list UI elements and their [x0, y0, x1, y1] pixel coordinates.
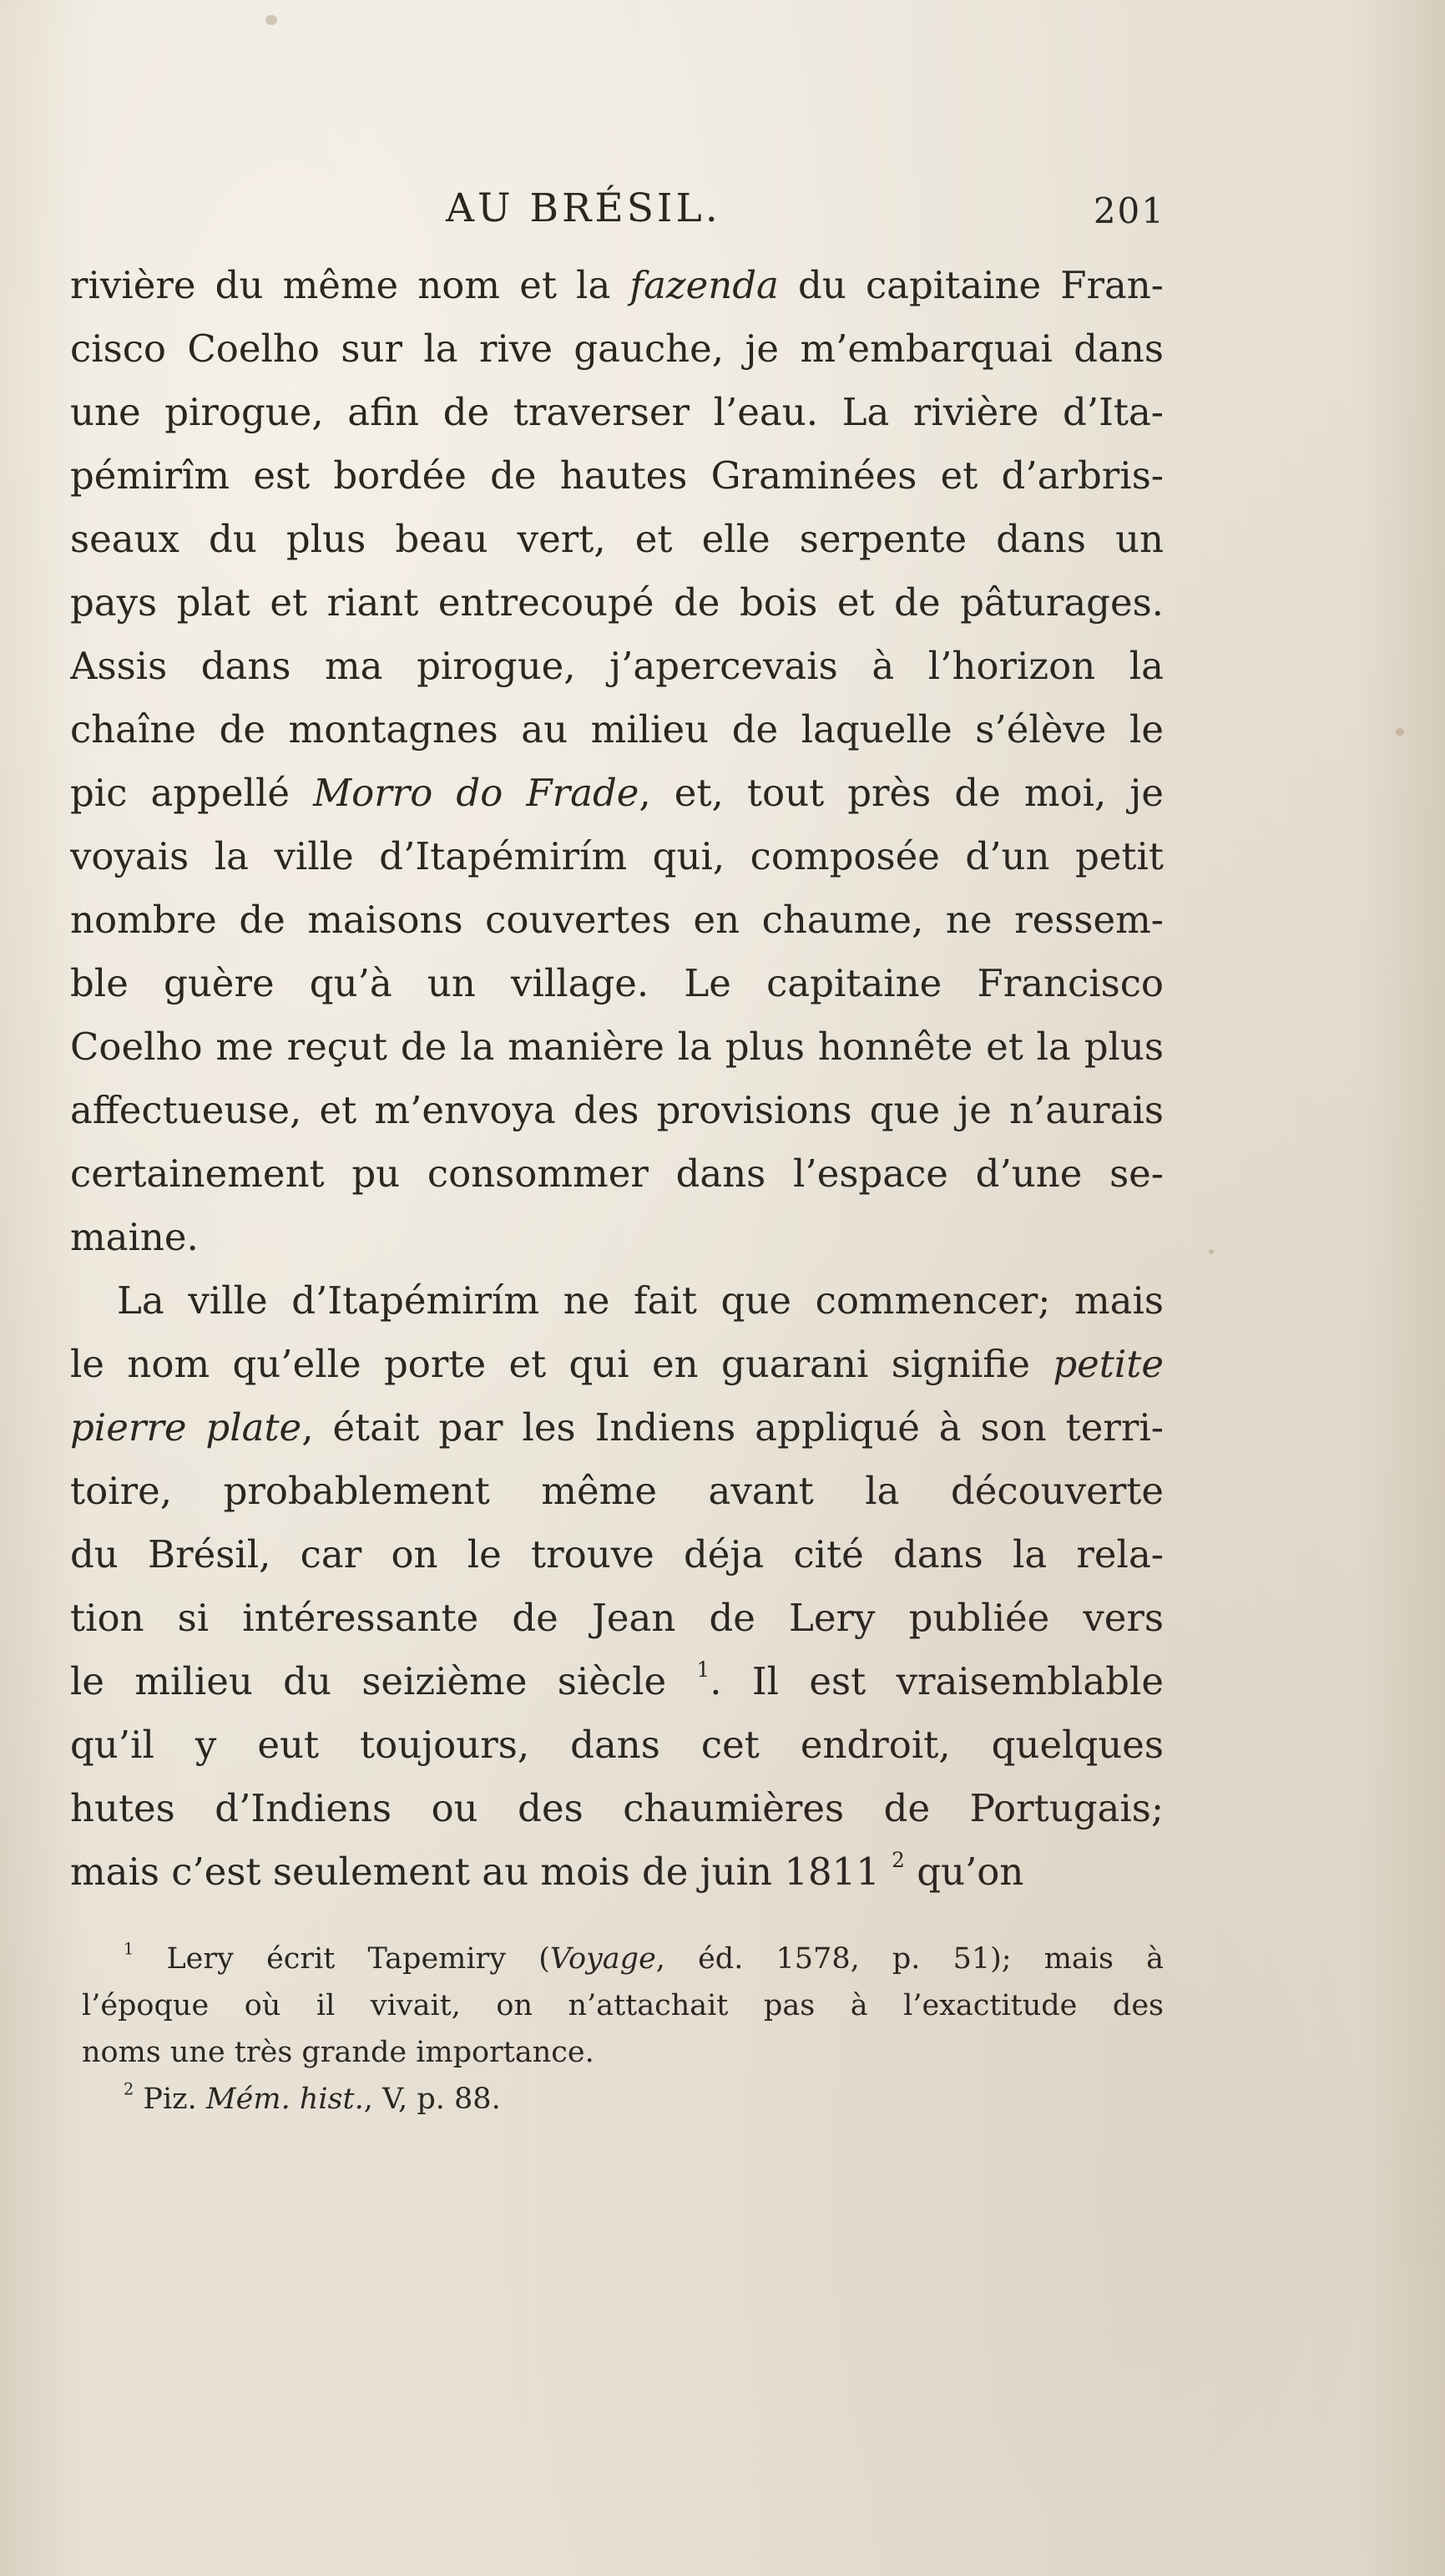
footnotes	[82, 1936, 1164, 2123]
italic-text: pierre plate	[70, 1405, 302, 1450]
text-line: maine.	[70, 1215, 199, 1259]
page-number: 201	[1093, 190, 1165, 231]
footnote-reference: 1	[696, 1657, 710, 1682]
foxing-spot	[1209, 1249, 1214, 1254]
text-line: du Brésil, car on le trouve déja cité dans la rela-	[70, 1532, 1164, 1576]
foxing-spot	[1396, 728, 1404, 736]
text-line: mais c’est seulement au mois de juin 1811 $^2$ qu’on	[70, 1847, 1024, 1894]
text-line: le milieu du seizième siècle $^1$. Il est vraisemblable	[70, 1657, 1164, 1703]
text-line: rivière du même nom et la fazenda du capitaine Fran-	[70, 263, 1164, 307]
page-header	[70, 185, 1164, 244]
text-line: Coelho me reçut de la manière la plus honnête et la plus	[70, 1025, 1164, 1069]
text-line: ble guère qu’à un village. Le capitaine Francisco	[70, 961, 1164, 1005]
running-head: AU BRÉSIL.	[446, 185, 721, 231]
text-line: certainement pu consommer dans l’espace d’une se-	[70, 1151, 1164, 1196]
text-line: hutes d’Indiens ou des chaumières de Portugais;	[70, 1786, 1164, 1830]
italic-text: fazenda	[629, 263, 779, 307]
text-line: une pirogue, afin de traverser l’eau. La rivière d’Ita-	[70, 390, 1164, 434]
footnote-1-line: l’époque où il vivait, on n’attachait pas à l’exactitude des	[82, 1989, 1164, 2022]
text-line: pémirîm est bordée de hautes Graminées et d’arbris-	[70, 453, 1164, 498]
text-line: le nom qu’elle porte et qui en guarani signifie petite	[70, 1342, 1164, 1386]
footnote-1-line: noms une très grande importance.	[82, 2036, 594, 2069]
text-line: qu’il y eut toujours, dans cet endroit, quelques	[70, 1723, 1164, 1767]
footnote-1-marker: 1	[124, 1939, 134, 1959]
text-line: toire, probablement même avant la découverte	[70, 1469, 1164, 1513]
text-line: nombre de maisons couvertes en chaume, ne ressem-	[70, 898, 1164, 942]
text-line: chaîne de montagnes au milieu de laquelle s’élève le	[70, 707, 1164, 752]
footnote-2-marker: 2	[124, 2079, 134, 2099]
italic-text: Morro do Frade	[313, 771, 639, 815]
text-line: affectueuse, et m’envoya des provisions que je n’aurais	[70, 1088, 1164, 1132]
text-line: pays plat et riant entrecoupé de bois et de pâturages.	[70, 580, 1164, 625]
footnote-2-line: $^2$ Piz. Mém. hist., V, p. 88.	[124, 2079, 501, 2116]
text-line: pic appellé Morro do Frade, et, tout près de moi, je	[70, 771, 1164, 815]
text-line: voyais la ville d’Itapémirím qui, composée d’un petit	[70, 834, 1164, 878]
text-line: seaux du plus beau vert, et elle serpente dans un	[70, 517, 1164, 561]
footnote-reference: 2	[892, 1847, 905, 1872]
footnote-1-line: $^1$ Lery écrit Tapemiry (Voyage, éd. 1578, p. 51); mais à	[124, 1939, 1164, 1976]
text-line: tion si intéressante de Jean de Lery publiée vers	[70, 1596, 1164, 1640]
text-line: La ville d’Itapémirím ne fait que commencer; mais	[117, 1278, 1164, 1323]
foxing-spot	[265, 15, 277, 25]
italic-text: petite	[1053, 1342, 1164, 1386]
text-line: cisco Coelho sur la rive gauche, je m’embarquai dans	[70, 326, 1164, 371]
text-line: pierre plate, était par les Indiens appliqué à son terri-	[70, 1405, 1164, 1450]
text-line: Assis dans ma pirogue, j’apercevais à l’horizon la	[70, 644, 1164, 688]
body-text	[70, 254, 1164, 1904]
